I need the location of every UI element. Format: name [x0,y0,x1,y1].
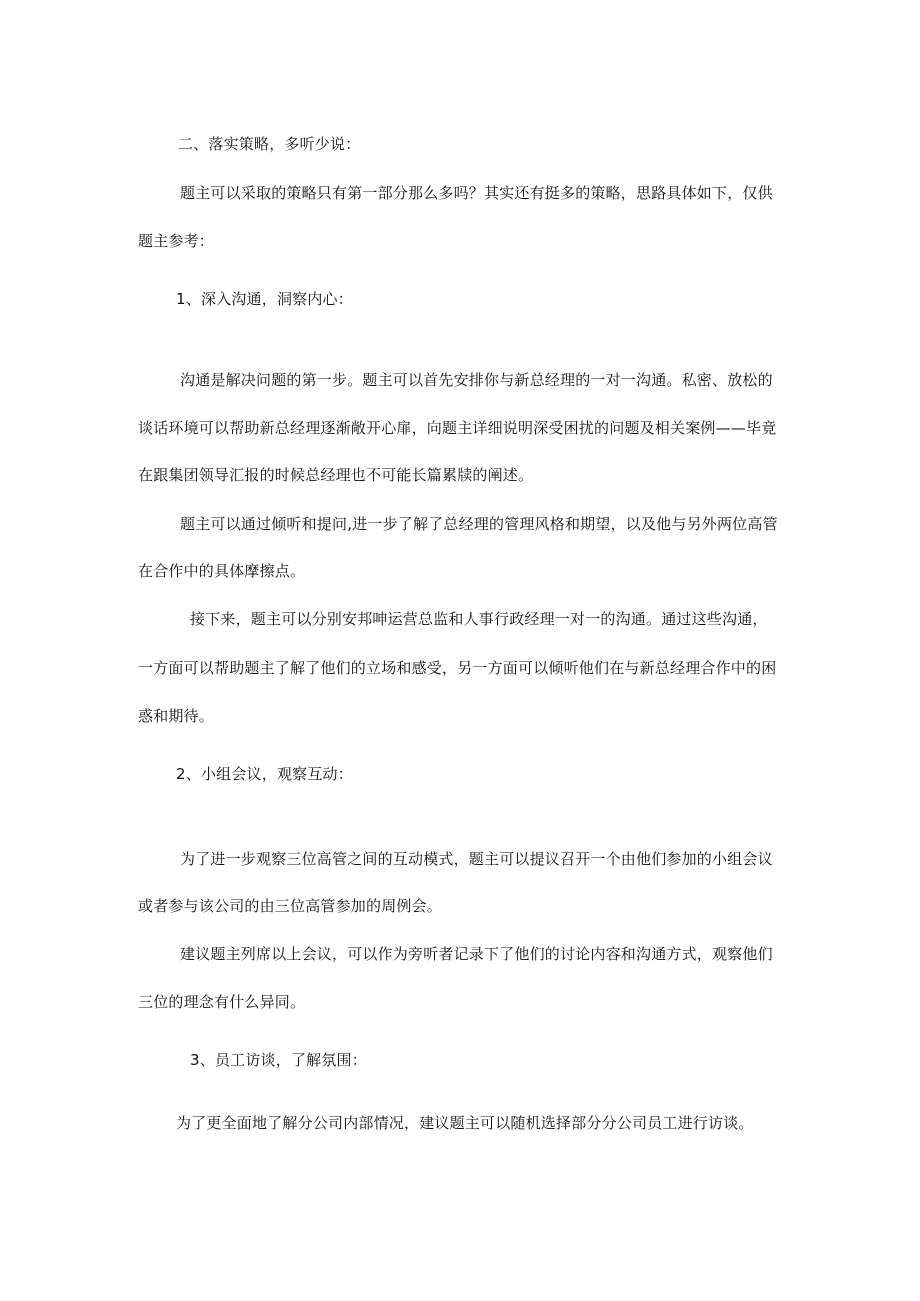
step1-p1-line-1: 沟通是解决问题的第一步。题主可以首先安排你与新总经理的一对一沟通。私密、放松的 [180,371,773,389]
step1-p3-line-2: 一方面可以帮助题主了解了他们的立场和感受，另一方面可以倾听他们在与新总经理合作中的困 [138,659,777,677]
step2-p2-line-2: 三位的理念有什么异同。 [138,993,306,1011]
step3-p1-line-1: 为了更全面地了解分公司内部情况，建议题主可以随机选择部分分公司员工进行访谈。 [176,1114,754,1132]
step1-p2-line-2: 在合作中的具体摩擦点。 [138,562,306,580]
step2-p1-line-2: 或者参与该公司的由三位高管参加的周例会。 [138,897,443,915]
intro-line-1: 题主可以采取的策略只有第一部分那么多吗？其实还有挺多的策略，思路具体如下，仅供 [180,184,773,202]
step1-p1-line-3: 在跟集团领导汇报的时候总经理也不可能长篇累牍的阐述。 [138,466,534,484]
step1-p3-line-1: 接下来，题主可以分别安邦呻运营总监和人事行政经理一对一的沟通。通过这些沟通， [190,610,768,628]
step1-p1-line-2: 谈话环境可以帮助新总经理逐渐敞开心扉，向题主详细说明深受困扰的问题及相关案例——毕竟 [138,419,777,437]
step3-heading: 3、员工访谈，了解氛围： [190,1051,367,1069]
step2-heading: 2、小组会议，观察互动： [176,765,353,783]
step1-heading: 1、深入沟通，洞察内心： [176,290,353,308]
intro-line-2: 题主参考： [138,232,215,250]
section-heading: 二、落实策略，多听少说： [178,135,361,153]
step2-p1-line-1: 为了进一步观察三位高管之间的互动模式，题主可以提议召开一个由他们参加的小组会议 [180,850,773,868]
step1-p3-line-3: 惑和期待。 [138,707,215,725]
step1-p2-line-1: 题主可以通过倾听和提问,进一步了解了总经理的管理风格和期望，以及他与另外两位高管 [180,515,778,533]
step2-p2-line-1: 建议题主列席以上会议，可以作为旁听者记录下了他们的讨论内容和沟通方式，观察他们 [180,945,773,963]
